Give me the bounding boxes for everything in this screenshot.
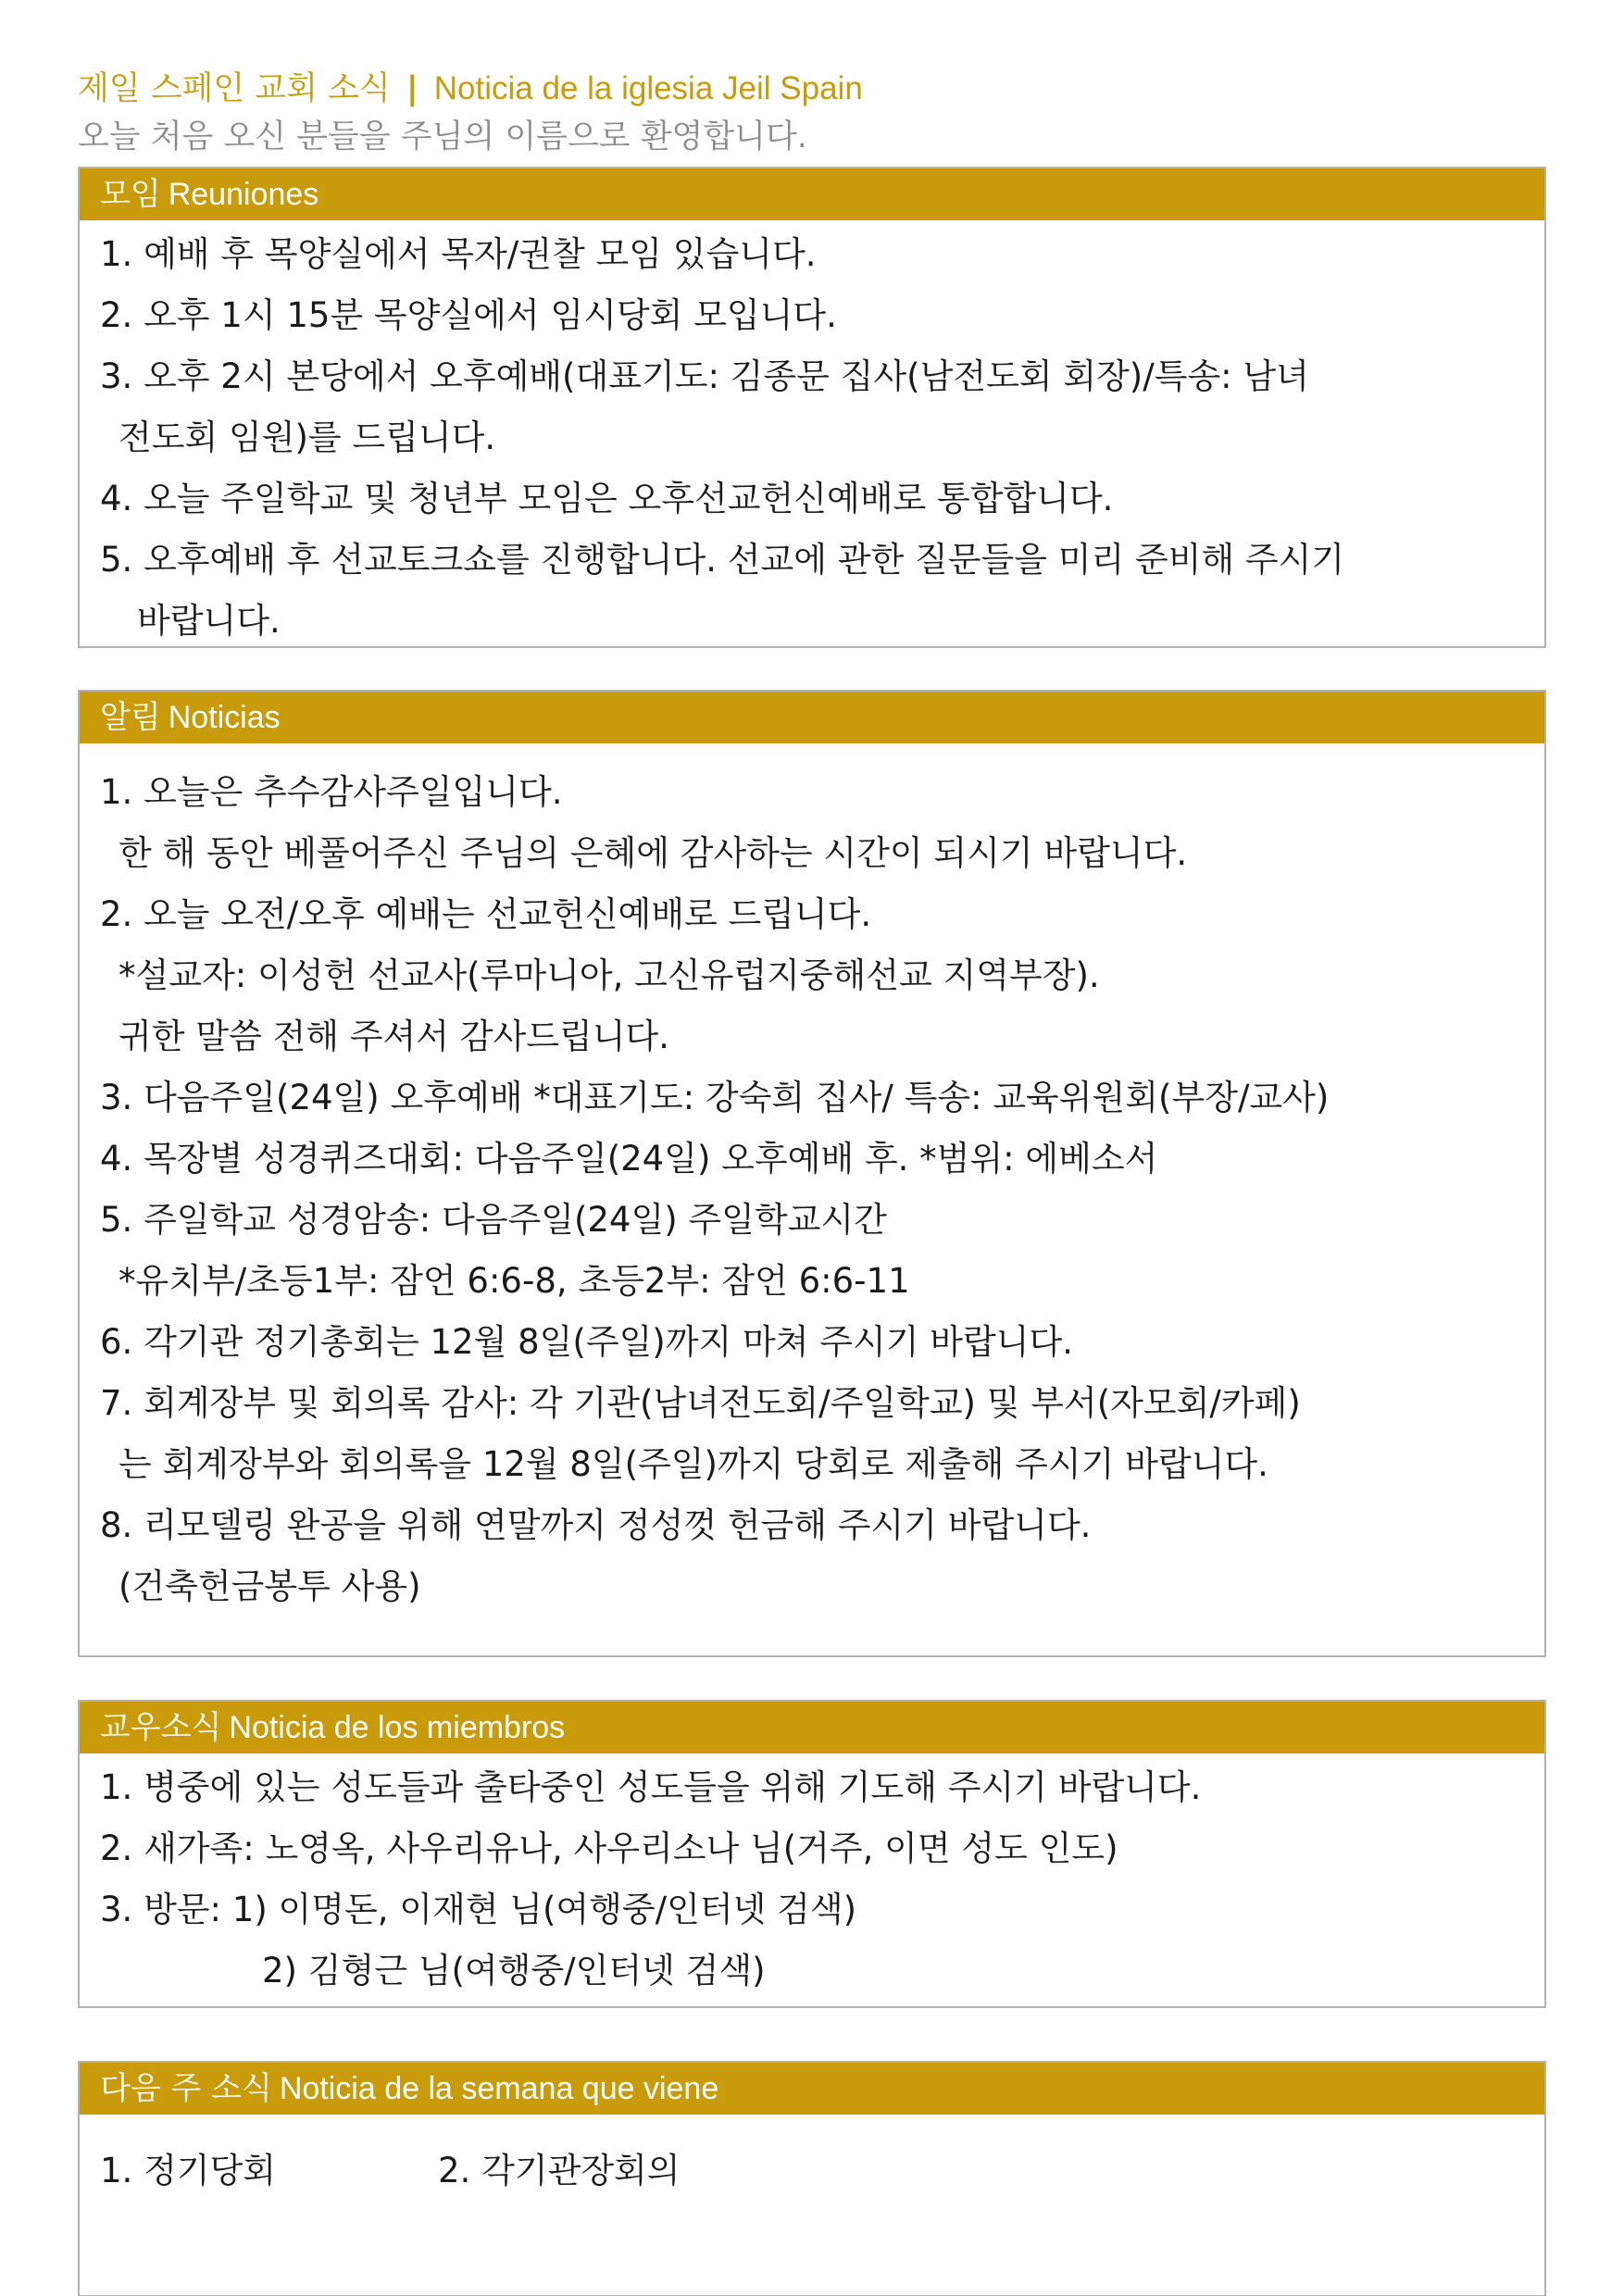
list-item: 3. 다음주일(24일) 오후예배 *대표기도: 강숙희 집사/ 특송: 교육위원회(부장/교사) bbox=[100, 1078, 1330, 1117]
list-item-continuation: 전도회 임원)를 드립니다. bbox=[119, 418, 496, 457]
semana-section bbox=[78, 2061, 1546, 2296]
section-header bbox=[80, 2063, 1544, 2115]
title-korean: 제일 스페인 교회 소식 bbox=[78, 70, 391, 107]
section-header bbox=[80, 1702, 1544, 1753]
section-body bbox=[80, 743, 1544, 1627]
page-title bbox=[78, 65, 1550, 113]
list-item: 3. 오후 2시 본당에서 오후예배(대표기도: 김종문 집사(남전도회 회장)/특송: 남녀 bbox=[100, 356, 1309, 396]
section-title-spanish: Noticia de los miembros bbox=[229, 1710, 566, 1745]
list-item: 1. 정기당회 bbox=[100, 2151, 277, 2190]
list-item-continuation: 는 회계장부와 회의록을 12월 8일(주일)까지 당회로 제출해 주시기 바랍니다. bbox=[119, 1444, 1268, 1484]
list-item: 7. 회계장부 및 회의록 감사: 각 기관(남녀전도회/주일학교) 및 부서(자모회/카페) bbox=[100, 1383, 1301, 1423]
section-title-spanish: Reuniones bbox=[168, 177, 319, 212]
list-item: 5. 주일학교 성경암송: 다음주일(24일) 주일학교시간 bbox=[100, 1200, 887, 1240]
list-item: 6. 각기관 정기총회는 12월 8일(주일)까지 마쳐 주시기 바랍니다. bbox=[100, 1322, 1073, 1362]
list-item: 3. 방문: 1) 이명돈, 이재현 님(여행중/인터넷 검색) bbox=[100, 1890, 857, 1929]
list-item: 5. 오후예배 후 선교토크쇼를 진행합니다. 선교에 관한 질문들을 미리 준비해 주시기 bbox=[100, 540, 1345, 580]
list-item: 1. 예배 후 목양실에서 목자/권찰 모임 있습니다. bbox=[100, 234, 817, 274]
list-item: 2. 새가족: 노영옥, 사우리유나, 사우리소나 님(거주, 이면 성도 인도) bbox=[100, 1828, 1118, 1868]
welcome-message: 오늘 처음 오신 분들을 주님의 이름으로 환영합니다. bbox=[78, 119, 807, 156]
section-title-korean: 알림 bbox=[100, 699, 161, 736]
title-spanish: Noticia de la iglesia Jeil Spain bbox=[433, 70, 863, 106]
list-row bbox=[100, 2140, 1524, 2202]
section-body bbox=[80, 220, 1544, 661]
list-item-continuation: *설교자: 이성헌 선교사(루마니아, 고신유럽지중해선교 지역부장). bbox=[119, 955, 1100, 995]
title-separator: | bbox=[406, 70, 418, 107]
section-title-spanish: Noticia de la semana que viene bbox=[279, 2071, 719, 2106]
list-item: 1. 병중에 있는 성도들과 출타중인 성도들을 위해 기도해 주시기 바랍니다. bbox=[100, 1767, 1202, 1807]
list-item-continuation: 한 해 동안 베풀어주신 주님의 은혜에 감사하는 시간이 되시기 바랍니다. bbox=[119, 833, 1188, 873]
list-item-continuation: (건축헌금봉투 사용) bbox=[119, 1566, 421, 1606]
list-item: 2. 오후 1시 15분 목양실에서 임시당회 모입니다. bbox=[100, 295, 837, 335]
section-body bbox=[80, 2115, 1544, 2211]
list-item: 4. 목장별 성경퀴즈대회: 다음주일(24일) 오후예배 후. *범위: 에베소서 bbox=[100, 1139, 1158, 1179]
miembros-section bbox=[78, 1700, 1546, 2008]
reuniones-section bbox=[78, 167, 1546, 648]
bulletin-header bbox=[78, 65, 1550, 161]
section-header bbox=[80, 692, 1544, 743]
list-item: 4. 오늘 주일학교 및 청년부 모임은 오후선교헌신예배로 통합합니다. bbox=[100, 479, 1114, 518]
section-body bbox=[80, 1753, 1544, 2011]
list-item-continuation: *유치부/초등1부: 잠언 6:6-8, 초등2부: 잠언 6:6-11 bbox=[119, 1261, 910, 1301]
list-item: 1. 오늘은 추수감사주일입니다. bbox=[100, 772, 563, 812]
noticias-section bbox=[78, 690, 1546, 1657]
list-item: 2. 오늘 오전/오후 예배는 선교헌신예배로 드립니다. bbox=[100, 894, 872, 934]
list-item: 2. 각기관장회의 bbox=[438, 2151, 681, 2190]
list-item: 8. 리모델링 완공을 위해 연말까지 정성껏 헌금해 주시기 바랍니다. bbox=[100, 1505, 1092, 1545]
section-header bbox=[80, 168, 1544, 220]
section-title-korean: 모임 bbox=[100, 176, 161, 213]
list-item-continuation: 바랍니다. bbox=[137, 601, 281, 641]
list-item-continuation: 2) 김형근 님(여행중/인터넷 검색) bbox=[262, 1951, 766, 1990]
section-title-korean: 다음 주 소식 bbox=[100, 2070, 272, 2107]
section-title-korean: 교우소식 bbox=[100, 1709, 222, 1746]
list-item-continuation: 귀한 말씀 전해 주셔서 감사드립니다. bbox=[119, 1017, 669, 1056]
section-title-spanish: Noticias bbox=[168, 700, 281, 735]
